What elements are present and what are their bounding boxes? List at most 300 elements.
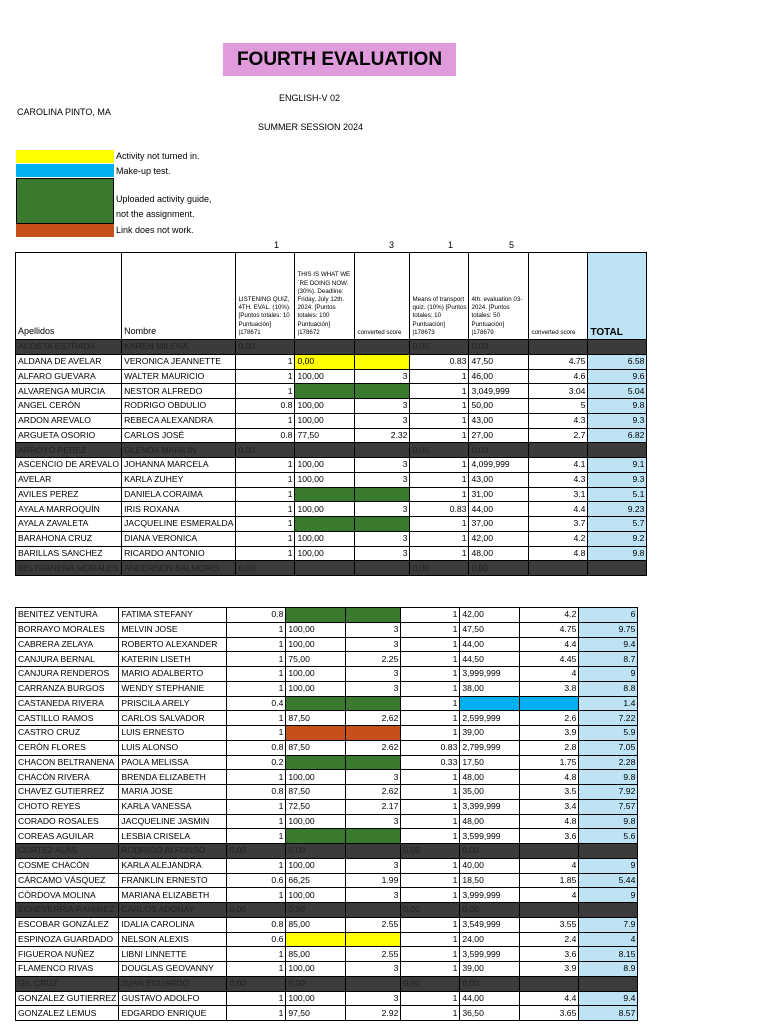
cell-fourth-evaluation: 43,00 (469, 472, 529, 487)
table-row (16, 561, 647, 576)
cell-converted-score-2 (520, 903, 579, 918)
cell-total (588, 561, 647, 576)
cell-fourth-evaluation: 24,00 (460, 932, 520, 947)
cell-doing-now: 66,25 (286, 873, 346, 888)
cell-listening-quiz: 0.8 (227, 785, 286, 800)
cell-converted-score-2: 2.4 (520, 932, 579, 947)
cell-fourth-evaluation: 3,599,999 (460, 829, 520, 844)
cell-fourth-evaluation: 44,00 (460, 991, 520, 1006)
cell-converted-score: 3 (355, 369, 410, 384)
cell-total: 5.9 (579, 726, 638, 741)
cell-listening-quiz: 1 (227, 667, 286, 682)
top-number: 3 (389, 240, 395, 250)
cell-converted-score-2: 3.5 (520, 785, 579, 800)
table-row (16, 711, 638, 726)
cell-transport-quiz: 1 (401, 667, 460, 682)
cell-total (588, 443, 647, 458)
cell-converted-score-2: 3.6 (520, 829, 579, 844)
cell-transport-quiz: 1 (401, 622, 460, 637)
cell-converted-score-2: 4.75 (520, 622, 579, 637)
cell-listening-quiz: 1 (236, 384, 295, 399)
cell-listening-quiz: 0.8 (227, 608, 286, 623)
cell-total: 5.1 (588, 487, 647, 502)
cell-converted-score (355, 443, 410, 458)
cell-fourth-evaluation: 0,00 (469, 340, 529, 355)
cell-transport-quiz: 1 (401, 962, 460, 977)
cell-converted-score: 3 (355, 472, 410, 487)
table-row (16, 384, 647, 399)
cell-converted-score-2: 3.1 (529, 487, 588, 502)
cell-converted-score-2: 2.6 (520, 711, 579, 726)
cell-apellidos: CHACON BELTRANENA (16, 755, 119, 770)
legend-green-label-1: Uploaded activity guide, (116, 194, 212, 204)
table-row (16, 546, 647, 561)
cell-fourth-evaluation: 40,00 (460, 858, 520, 873)
table-row (16, 472, 647, 487)
cell-nombre: NESTOR ALFREDO (122, 384, 236, 399)
header-row (16, 253, 647, 340)
table-row (16, 932, 638, 947)
cell-apellidos: CASTRO CRUZ (16, 726, 119, 741)
table-row (16, 413, 647, 428)
table-row (16, 667, 638, 682)
cell-doing-now: 100,00 (295, 531, 355, 546)
cell-fourth-evaluation: 47,50 (469, 354, 529, 369)
cell-converted-score: 3 (355, 531, 410, 546)
header-apellidos: Apellidos (16, 253, 122, 340)
cell-total: 7.9 (579, 917, 638, 932)
cell-transport-quiz: 1 (401, 932, 460, 947)
cell-transport-quiz: 0,00 (410, 443, 469, 458)
header-converted-score-2: converted score (529, 253, 588, 340)
cell-fourth-evaluation: 0,00 (460, 844, 520, 859)
cell-converted-score: 2.17 (346, 799, 401, 814)
cell-total: 9.8 (579, 814, 638, 829)
cell-total: 8.8 (579, 681, 638, 696)
cell-converted-score: 3 (346, 858, 401, 873)
cell-total (579, 976, 638, 991)
cell-converted-score: 2.55 (346, 947, 401, 962)
cell-nombre: KARLA ZUHEY (122, 472, 236, 487)
cell-listening-quiz: 1 (236, 458, 295, 473)
cell-listening-quiz: 1 (227, 991, 286, 1006)
cell-converted-score-2: 4.4 (529, 502, 588, 517)
cell-doing-now (295, 340, 355, 355)
cell-listening-quiz: 0.4 (227, 696, 286, 711)
table-row (16, 962, 638, 977)
legend-yellow-label: Activity not turned in. (116, 151, 200, 161)
cell-converted-score-2 (529, 561, 588, 576)
cell-apellidos: ALDANA DE AVELAR (16, 354, 122, 369)
cell-fourth-evaluation: 3,599,999 (460, 947, 520, 962)
cell-apellidos: COSME CHACÓN (16, 858, 119, 873)
cell-nombre: EDGARDO ENRIQUE (119, 1006, 227, 1021)
top-number: 1 (448, 240, 454, 250)
cell-nombre: KAREN MILENA (122, 340, 236, 355)
cell-doing-now: 100,00 (295, 369, 355, 384)
cell-apellidos: CERÓN FLORES (16, 740, 119, 755)
cell-apellidos: CARRANZA BURGOS (16, 681, 119, 696)
cell-converted-score-2: 5 (529, 399, 588, 414)
cell-doing-now: 85,00 (286, 947, 346, 962)
cell-converted-score-2 (520, 976, 579, 991)
table-row (16, 770, 638, 785)
legend-yellow-swatch (16, 150, 114, 163)
table-row (16, 399, 647, 414)
cell-converted-score-2: 4.2 (529, 531, 588, 546)
cell-apellidos: ARDON AREVALO (16, 413, 122, 428)
cell-converted-score-2: 3.4 (520, 799, 579, 814)
course-label: ENGLISH-V 02 (279, 93, 341, 103)
cell-apellidos: CORTEZ ALAS (16, 844, 119, 859)
cell-doing-now: 77,50 (295, 428, 355, 443)
cell-doing-now (295, 487, 355, 502)
cell-transport-quiz: 1 (401, 711, 460, 726)
cell-fourth-evaluation: 39,00 (460, 726, 520, 741)
cell-total: 9.2 (588, 531, 647, 546)
cell-nombre: REBECA ALEXANDRA (122, 413, 236, 428)
cell-converted-score-2: 2.7 (529, 428, 588, 443)
cell-converted-score-2: 4.1 (529, 458, 588, 473)
cell-fourth-evaluation: 42,00 (460, 608, 520, 623)
header-listening-quiz: LISTENING QUIZ, 4TH. EVAL. (10%). [Puntos totales: 10 Puntuación] |178671 (236, 253, 295, 340)
cell-apellidos: GONZALEZ LEMUS (16, 1006, 119, 1021)
teacher-name: CAROLINA PINTO, MA (17, 107, 111, 117)
cell-total: 9 (579, 667, 638, 682)
cell-transport-quiz: 1 (401, 858, 460, 873)
cell-doing-now (295, 384, 355, 399)
cell-doing-now: 100,00 (286, 888, 346, 903)
cell-apellidos: BARAHONA CRUZ (16, 531, 122, 546)
cell-apellidos: BORRAYO MORALES (16, 622, 119, 637)
grades-table-1 (15, 252, 647, 576)
cell-listening-quiz: 0.8 (236, 428, 295, 443)
cell-listening-quiz: 1 (236, 413, 295, 428)
table-row (16, 814, 638, 829)
cell-doing-now: 100,00 (286, 858, 346, 873)
cell-nombre: ROBERTO ALEXANDER (119, 637, 227, 652)
cell-apellidos: ASCENCIO DE AREVALO (16, 458, 122, 473)
table-row (16, 1006, 638, 1021)
table-row (16, 369, 647, 384)
cell-transport-quiz: 1 (401, 1006, 460, 1021)
cell-total: 9.8 (588, 399, 647, 414)
cell-converted-score-2: 1.85 (520, 873, 579, 888)
legend-blue-swatch (16, 164, 114, 177)
cell-total: 9.75 (579, 622, 638, 637)
cell-fourth-evaluation: 0,00 (469, 561, 529, 576)
cell-nombre: MARIO ADALBERTO (119, 667, 227, 682)
cell-doing-now: 72,50 (286, 799, 346, 814)
cell-total: 6.58 (588, 354, 647, 369)
cell-listening-quiz: 1 (227, 814, 286, 829)
cell-fourth-evaluation: 27,00 (469, 428, 529, 443)
session-label: SUMMER SESSION 2024 (258, 122, 364, 132)
cell-transport-quiz: 0,00 (410, 340, 469, 355)
table-row (16, 755, 638, 770)
cell-apellidos: ACOSTA ESTRADA (16, 340, 122, 355)
cell-apellidos: AVELAR (16, 472, 122, 487)
cell-fourth-evaluation: 0,00 (460, 903, 520, 918)
cell-converted-score-2: 4.8 (529, 546, 588, 561)
cell-converted-score (355, 354, 410, 369)
cell-transport-quiz: 1 (410, 428, 469, 443)
cell-apellidos: CÁRCAMO VÁSQUEZ (16, 873, 119, 888)
cell-apellidos: CANJURA RENDEROS (16, 667, 119, 682)
cell-apellidos: CASTANEDA RIVERA (16, 696, 119, 711)
cell-listening-quiz: 0,00 (227, 844, 286, 859)
cell-transport-quiz: 0,00 (410, 561, 469, 576)
cell-listening-quiz: 0,00 (227, 976, 286, 991)
cell-apellidos: GONZALEZ GUTIERREZ (16, 991, 119, 1006)
cell-fourth-evaluation: 48,00 (460, 770, 520, 785)
cell-transport-quiz: 1 (410, 413, 469, 428)
cell-listening-quiz: 1 (236, 354, 295, 369)
cell-total: 9.1 (588, 458, 647, 473)
cell-nombre: BRENDA ELIZABETH (119, 770, 227, 785)
cell-doing-now (295, 517, 355, 532)
cell-listening-quiz: 0.8 (227, 740, 286, 755)
cell-listening-quiz: 1 (227, 858, 286, 873)
cell-doing-now: 100,00 (286, 991, 346, 1006)
cell-total: 8.7 (579, 652, 638, 667)
cell-listening-quiz: 0,00 (227, 903, 286, 918)
cell-doing-now: 100,00 (286, 667, 346, 682)
cell-converted-score-2: 3.55 (520, 917, 579, 932)
cell-listening-quiz: 1 (227, 711, 286, 726)
cell-total: 9 (579, 858, 638, 873)
cell-converted-score (346, 755, 401, 770)
cell-converted-score-2: 3.65 (520, 1006, 579, 1021)
cell-doing-now: 100,00 (295, 413, 355, 428)
cell-transport-quiz: 1 (401, 608, 460, 623)
cell-converted-score-2 (520, 696, 579, 711)
table-row (16, 608, 638, 623)
cell-converted-score-2: 4.8 (520, 770, 579, 785)
cell-transport-quiz: 1 (410, 458, 469, 473)
cell-listening-quiz: 1 (236, 531, 295, 546)
cell-listening-quiz: 1 (236, 517, 295, 532)
header-converted-score: converted score (355, 253, 410, 340)
header-nombre: Nombre (122, 253, 236, 340)
cell-total: 5.6 (579, 829, 638, 844)
cell-doing-now (286, 608, 346, 623)
cell-converted-score (346, 932, 401, 947)
cell-apellidos: CHACÓN RIVERA (16, 770, 119, 785)
legend-orange-label: Link does not work. (116, 225, 194, 235)
table-row (16, 487, 647, 502)
grades-table-2 (15, 607, 638, 1021)
cell-apellidos: ECHEVERRIA RAMIREZ (16, 903, 119, 918)
cell-transport-quiz: 0,00 (401, 976, 460, 991)
cell-nombre: LESBIA CRISELA (119, 829, 227, 844)
cell-apellidos: COREAS AGUILAR (16, 829, 119, 844)
table-row (16, 799, 638, 814)
cell-transport-quiz: 0,00 (401, 903, 460, 918)
table-row (16, 976, 638, 991)
cell-nombre: LUIS ERNESTO (119, 726, 227, 741)
cell-converted-score: 3 (355, 399, 410, 414)
cell-nombre: RODRIGO ALFONSO (119, 844, 227, 859)
cell-converted-score: 3 (355, 413, 410, 428)
cell-transport-quiz: 1 (410, 369, 469, 384)
cell-doing-now (295, 443, 355, 458)
cell-doing-now: 100,00 (286, 814, 346, 829)
cell-fourth-evaluation: 17,50 (460, 755, 520, 770)
legend-green-label-2: not the assignment. (116, 209, 195, 219)
cell-doing-now (286, 932, 346, 947)
cell-total: 9.3 (588, 472, 647, 487)
cell-doing-now: 100,00 (286, 622, 346, 637)
cell-converted-score-2: 4 (520, 888, 579, 903)
page-title: FOURTH EVALUATION (223, 43, 456, 76)
table-row (16, 340, 647, 355)
cell-fourth-evaluation: 0,00 (460, 976, 520, 991)
cell-doing-now: 100,00 (295, 399, 355, 414)
cell-total: 5.7 (588, 517, 647, 532)
cell-doing-now: 0,00 (286, 844, 346, 859)
cell-doing-now: 75,00 (286, 652, 346, 667)
table-row (16, 696, 638, 711)
cell-transport-quiz: 1 (410, 384, 469, 399)
top-number: 5 (509, 240, 515, 250)
cell-converted-score: 2.62 (346, 740, 401, 755)
cell-converted-score: 3 (346, 888, 401, 903)
cell-nombre: MARIANA ELIZABETH (119, 888, 227, 903)
cell-fourth-evaluation: 4,099,999 (469, 458, 529, 473)
cell-total: 9.3 (588, 413, 647, 428)
cell-fourth-evaluation: 2,799,999 (460, 740, 520, 755)
cell-listening-quiz: 0.8 (236, 399, 295, 414)
cell-total: 7.92 (579, 785, 638, 800)
cell-fourth-evaluation: 3,549,999 (460, 917, 520, 932)
cell-listening-quiz: 1 (227, 947, 286, 962)
cell-converted-score-2 (520, 844, 579, 859)
cell-doing-now: 87,50 (286, 711, 346, 726)
cell-converted-score-2: 3.04 (529, 384, 588, 399)
cell-apellidos: GIL CRUZ (16, 976, 119, 991)
cell-nombre: JACQUELINE JASMIN (119, 814, 227, 829)
cell-apellidos: CANJURA BERNAL (16, 652, 119, 667)
cell-converted-score-2: 4.3 (529, 413, 588, 428)
cell-converted-score-2 (529, 340, 588, 355)
cell-converted-score: 2.55 (346, 917, 401, 932)
cell-fourth-evaluation: 44,00 (469, 502, 529, 517)
cell-converted-score: 3 (346, 814, 401, 829)
cell-transport-quiz: 1 (401, 991, 460, 1006)
cell-converted-score-2: 1.75 (520, 755, 579, 770)
cell-nombre: GLENDA MARILIN (122, 443, 236, 458)
cell-nombre: ANDERSON BALMORIS (122, 561, 236, 576)
table-row (16, 502, 647, 517)
cell-doing-now: 87,50 (286, 740, 346, 755)
cell-total: 5.04 (588, 384, 647, 399)
table-row (16, 531, 647, 546)
cell-fourth-evaluation: 0,00 (469, 443, 529, 458)
table-row (16, 681, 638, 696)
cell-converted-score (346, 844, 401, 859)
cell-listening-quiz: 0.6 (227, 873, 286, 888)
cell-converted-score-2: 3.9 (520, 962, 579, 977)
cell-nombre: IDALIA CAROLINA (119, 917, 227, 932)
table-row (16, 829, 638, 844)
cell-converted-score-2: 3.8 (520, 681, 579, 696)
cell-apellidos: CABRERA ZELAYA (16, 637, 119, 652)
cell-listening-quiz: 0,00 (236, 340, 295, 355)
cell-total: 7.22 (579, 711, 638, 726)
cell-converted-score: 2.32 (355, 428, 410, 443)
cell-transport-quiz: 1 (410, 472, 469, 487)
legend-green-swatch (16, 178, 114, 224)
table-row (16, 947, 638, 962)
cell-doing-now (286, 755, 346, 770)
cell-doing-now: 100,00 (286, 637, 346, 652)
cell-converted-score-2: 4.45 (520, 652, 579, 667)
cell-transport-quiz: 1 (401, 814, 460, 829)
cell-doing-now: 0,00 (286, 903, 346, 918)
cell-listening-quiz: 1 (227, 1006, 286, 1021)
table-row (16, 740, 638, 755)
table-row (16, 785, 638, 800)
cell-total: 9 (579, 888, 638, 903)
cell-apellidos: ANGEL CERÓN (16, 399, 122, 414)
cell-converted-score: 3 (346, 622, 401, 637)
cell-fourth-evaluation: 44,00 (460, 637, 520, 652)
cell-fourth-evaluation: 18,50 (460, 873, 520, 888)
cell-doing-now: 100,00 (295, 458, 355, 473)
table-row (16, 903, 638, 918)
cell-doing-now: 97,50 (286, 1006, 346, 1021)
cell-transport-quiz: 0,00 (401, 844, 460, 859)
cell-nombre: PRISCILA ARELY (119, 696, 227, 711)
cell-apellidos: CASTILLO RAMOS (16, 711, 119, 726)
legend-blue-label: Make-up test. (116, 166, 171, 176)
table-row (16, 354, 647, 369)
cell-transport-quiz: 1 (401, 652, 460, 667)
cell-converted-score: 3 (346, 681, 401, 696)
cell-transport-quiz: 1 (401, 873, 460, 888)
cell-converted-score (346, 608, 401, 623)
cell-transport-quiz: 1 (401, 947, 460, 962)
cell-nombre: DIANA VERONICA (122, 531, 236, 546)
cell-converted-score (346, 696, 401, 711)
cell-listening-quiz: 1 (227, 637, 286, 652)
cell-fourth-evaluation: 35,00 (460, 785, 520, 800)
table-row (16, 888, 638, 903)
cell-converted-score: 2.62 (346, 785, 401, 800)
cell-listening-quiz: 1 (236, 546, 295, 561)
cell-fourth-evaluation: 46,00 (469, 369, 529, 384)
header-transport-quiz: Means of transport quiz. (10%) [Puntos totales: 10 Puntuación] |178673 (410, 253, 469, 340)
cell-fourth-evaluation: 44,50 (460, 652, 520, 667)
cell-converted-score: 3 (355, 546, 410, 561)
cell-doing-now: 85,00 (286, 917, 346, 932)
cell-nombre: CARLOS ADONAY (119, 903, 227, 918)
cell-listening-quiz: 1 (236, 487, 295, 502)
cell-nombre: KATERIN LISETH (119, 652, 227, 667)
cell-transport-quiz: 1 (401, 888, 460, 903)
cell-apellidos: BARILLAS SANCHEZ (16, 546, 122, 561)
cell-converted-score: 3 (346, 667, 401, 682)
cell-total: 4 (579, 932, 638, 947)
cell-converted-score-2: 3.6 (520, 947, 579, 962)
cell-total: 2.28 (579, 755, 638, 770)
cell-nombre: KARLA VANESSA (119, 799, 227, 814)
cell-converted-score (355, 487, 410, 502)
cell-doing-now (286, 829, 346, 844)
table-row (16, 443, 647, 458)
cell-doing-now: 100,00 (295, 502, 355, 517)
